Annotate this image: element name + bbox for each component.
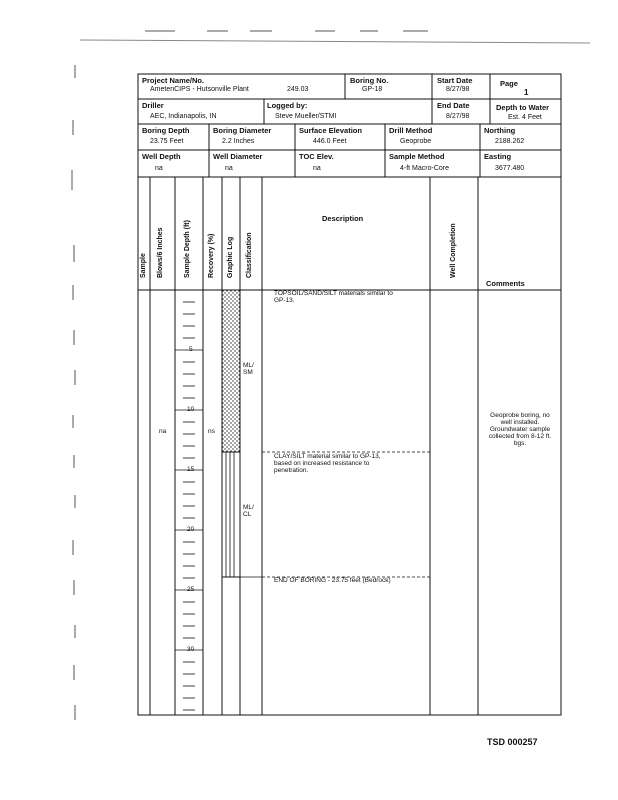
depth-label: 25 (187, 586, 195, 593)
comment-1: Geoprobe boring, no well installed. Groundwater sample collected from 8-12 ft. bgs. (488, 412, 552, 447)
boring-label: Boring No. (350, 76, 389, 85)
easting-label: Easting (484, 152, 512, 161)
depth-label: 15 (187, 466, 195, 473)
sample-method: 4-ft Macro-Core (400, 165, 450, 172)
depth-label: 30 (187, 646, 195, 653)
col-blows: Blows/6 Inches (157, 227, 164, 278)
blows-value: na (159, 428, 167, 435)
project-name: AmetenCIPS - Hutsonville Plant (150, 86, 249, 93)
col-well: Well Completion (450, 223, 457, 278)
graphic-log-sand (222, 290, 240, 452)
depth-water: Est. 4 Feet (508, 114, 542, 121)
end-date-label: End Date (437, 101, 470, 110)
drill-method-label: Drill Method (389, 126, 433, 135)
description-3: END OF BORING - 23.75 feet (Bedrock) (274, 577, 391, 584)
well-depth-label: Well Depth (142, 152, 181, 161)
project-no: 249.03 (287, 86, 309, 93)
well-depth: na (155, 165, 163, 172)
depth-label: 20 (187, 526, 195, 533)
end-date: 8/27/98 (446, 113, 470, 120)
driller: AEC, Indianapolis, IN (150, 113, 217, 120)
boring-depth: 23.75 Feet (150, 138, 184, 145)
col-sample: Sample (140, 253, 147, 278)
page-label: Page (500, 79, 518, 88)
project-label: Project Name/No. (142, 76, 205, 85)
northing: 2188.262 (495, 138, 525, 145)
surface-elev-label: Surface Elevation (299, 126, 362, 135)
description-2: CLAY/SILT material similar to GP-13, based on increased resistance to penetration. (274, 453, 381, 474)
start-date-label: Start Date (437, 76, 473, 85)
depth-water-label: Depth to Water (496, 103, 550, 112)
boring-depth-label: Boring Depth (142, 126, 190, 135)
depth-label: 10 (187, 406, 195, 413)
graphic-log-clay (222, 452, 240, 577)
drill-method: Geoprobe (400, 138, 432, 145)
col-comments: Comments (486, 279, 525, 288)
description-1: TOPSOIL/SAND/SILT materials similar to GP-13. (274, 290, 393, 304)
northing-label: Northing (484, 126, 516, 135)
well-diameter: na (225, 165, 233, 172)
page-no: 1 (524, 88, 529, 97)
start-date: 8/27/98 (446, 86, 470, 93)
depth-label: 5 (189, 346, 193, 353)
toc: na (313, 165, 321, 172)
col-classification: Classification (246, 232, 253, 278)
boring-diameter-label: Boring Diameter (213, 126, 272, 135)
col-recovery: Recovery (%) (208, 233, 215, 278)
bates-stamp: TSD 000257 (487, 737, 538, 747)
logged-label: Logged by: (267, 101, 308, 110)
classification-2: ML/ CL (243, 504, 254, 518)
driller-label: Driller (142, 101, 164, 110)
logged-by: Steve Mueller/STMI (275, 113, 337, 120)
classification-1: ML/ SM (243, 362, 254, 376)
easting: 3677.480 (495, 165, 525, 172)
sample-method-label: Sample Method (389, 152, 445, 161)
well-diameter-label: Well Diameter (213, 152, 263, 161)
col-depth: Sample Depth (ft) (184, 220, 191, 278)
boring-no: GP-18 (362, 86, 383, 93)
surface-elev: 446.0 Feet (313, 138, 347, 145)
boring-diameter: 2.2 Inches (222, 138, 255, 145)
col-graphic: Graphic Log (227, 236, 234, 278)
recovery-value: ns (208, 428, 215, 435)
toc-label: TOC Elev. (299, 152, 334, 161)
col-description: Description (322, 214, 364, 223)
